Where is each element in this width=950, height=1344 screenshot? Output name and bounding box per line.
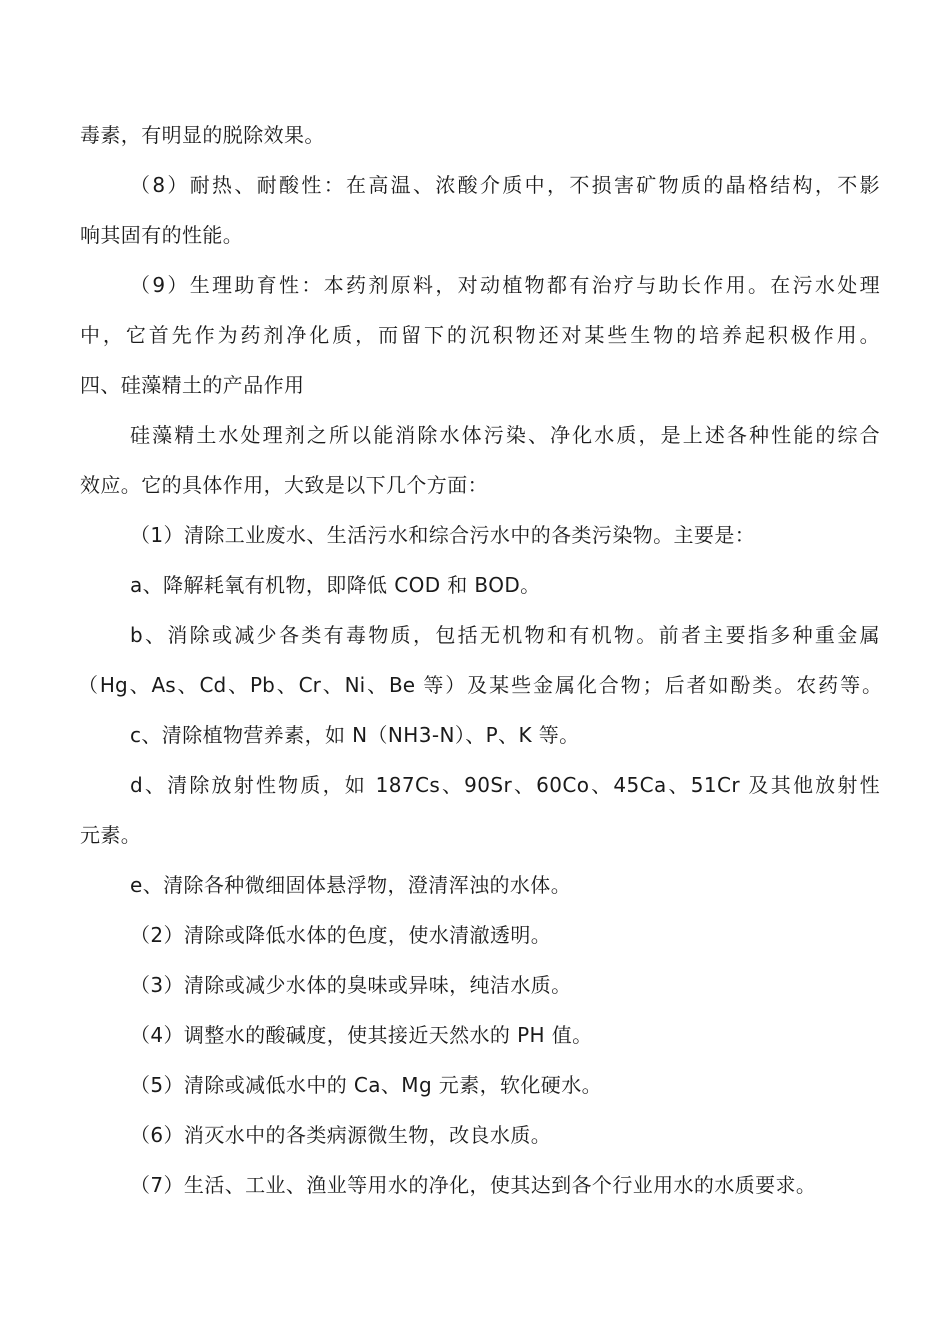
text-line: 毒素，有明显的脱除效果。 <box>80 123 325 147</box>
section-heading: 四、硅藻精土的产品作用 <box>80 373 305 397</box>
text-line: （Hg、As、Cd、Pb、Cr、Ni、Be 等）及某些金属化合物；后者如酚类。农药等。 <box>78 673 882 697</box>
text-line: （1）清除工业废水、生活污水和综合污水中的各类污染物。主要是： <box>130 523 756 547</box>
text-line: d、清除放射性物质，如 187Cs、90Sr、60Co、45Ca、51Cr 及其他放射性 <box>130 773 880 797</box>
text-line: 响其固有的性能。 <box>80 223 244 247</box>
text-line: （7）生活、工业、渔业等用水的净化，使其达到各个行业用水的水质要求。 <box>130 1173 817 1197</box>
text-line: （6）消灭水中的各类病源微生物，改良水质。 <box>130 1123 552 1147</box>
text-line: （2）清除或降低水体的色度，使水清澈透明。 <box>130 923 552 947</box>
text-line: （3）清除或减少水体的臭味或异味，纯洁水质。 <box>130 973 572 997</box>
text-line: a、降解耗氧有机物，即降低 COD 和 BOD。 <box>130 573 541 597</box>
text-line: （8）耐热、耐酸性：在高温、浓酸介质中，不损害矿物质的晶格结构，不影 <box>130 173 880 197</box>
text-line: （5）清除或减低水中的 Ca、Mg 元素，软化硬水。 <box>130 1073 603 1097</box>
text-line: （9）生理助育性：本药剂原料，对动植物都有治疗与助长作用。在污水处理 <box>130 273 880 297</box>
text-line: c、清除植物营养素，如 N（NH3-N）、P、K 等。 <box>130 723 580 747</box>
text-line: e、清除各种微细固体悬浮物，澄清浑浊的水体。 <box>130 873 572 897</box>
text-line: 中，它首先作为药剂净化质，而留下的沉积物还对某些生物的培养起积极作用。 <box>80 323 880 347</box>
text-line: 硅藻精土水处理剂之所以能消除水体污染、净化水质，是上述各种性能的综合 <box>130 423 880 447</box>
text-line: 元素。 <box>80 823 142 847</box>
text-line: 效应。它的具体作用，大致是以下几个方面： <box>80 473 488 497</box>
text-line: b、消除或减少各类有毒物质，包括无机物和有机物。前者主要指多种重金属 <box>130 623 880 647</box>
text-line: （4）调整水的酸碱度，使其接近天然水的 PH 值。 <box>130 1023 593 1047</box>
